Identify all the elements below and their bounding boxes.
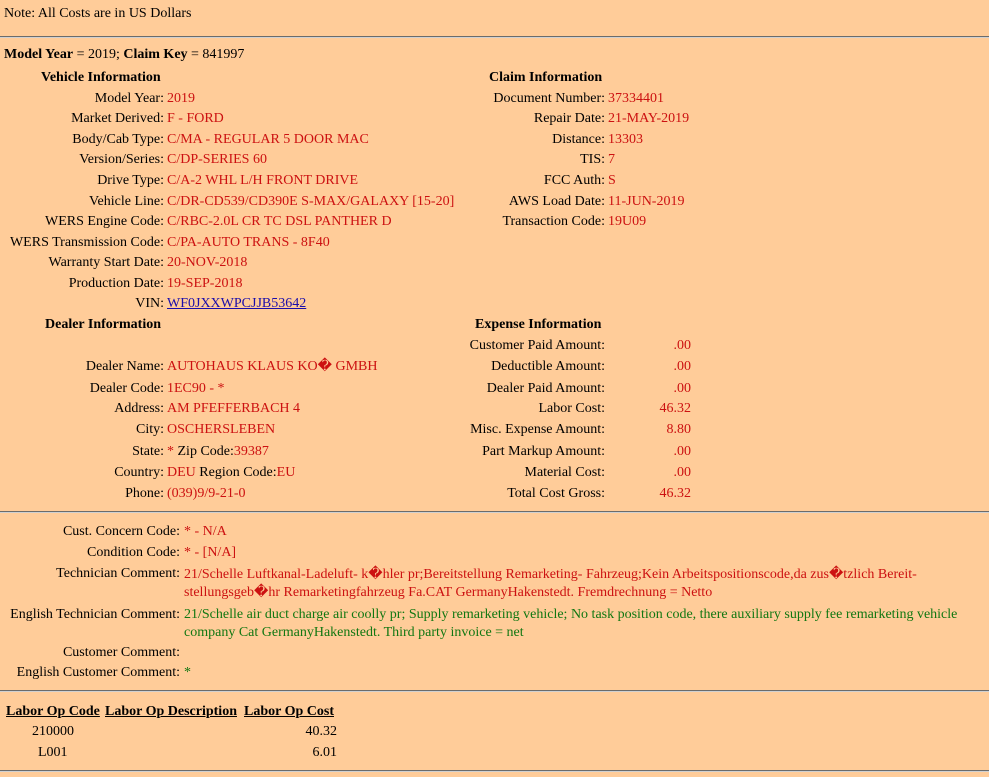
zip-code-label: Zip Code: (174, 444, 234, 459)
technician-comment-label: Technician Comment: (56, 566, 180, 581)
dealer-address-label: Address: (114, 401, 164, 416)
expense-row-label: Dealer Paid Amount: (486, 381, 605, 396)
claim-row-value: 19U09 (608, 214, 647, 229)
dealer-state-zip (167, 443, 269, 461)
dealer-code-value: 1EC90 - * (167, 381, 225, 396)
vehicle-row-value: C/A-2 WHL L/H FRONT DRIVE (167, 173, 359, 188)
english-customer-comment-label: English Customer Comment: (16, 665, 180, 680)
dealer-code-label: Dealer Code: (89, 381, 164, 396)
region-code-value: EU (276, 465, 296, 480)
expense-row-label: Deductible Amount: (491, 359, 605, 374)
claim-info-title: Claim Information (489, 70, 603, 85)
expense-row-label: Misc. Expense Amount: (470, 422, 605, 437)
vehicle-row-label: Warranty Start Date: (48, 255, 164, 270)
vehicle-row-label: Version/Series: (79, 152, 164, 167)
labor-op-cost: 6.01 (312, 745, 337, 760)
vehicle-row-value: C/MA - REGULAR 5 DOOR MAC (167, 132, 369, 147)
vehicle-row-label: WERS Engine Code: (45, 214, 164, 229)
expense-row-label: Customer Paid Amount: (469, 338, 605, 353)
vehicle-row-label: Drive Type: (97, 173, 164, 188)
claim-key-value: = 841997 (187, 47, 245, 62)
claim-row-label: Document Number: (493, 91, 605, 106)
expense-row-label: Material Cost: (524, 465, 605, 480)
expense-row-label: Labor Cost: (538, 401, 605, 416)
column-header: Labor Op Cost (244, 704, 334, 719)
divider (0, 770, 989, 772)
expense-row-value: .00 (673, 359, 691, 374)
cust-concern-value: * - N/A (184, 524, 227, 539)
claim-row-value: 13303 (608, 132, 643, 147)
vehicle-row-label: Model Year: (94, 91, 164, 106)
condition-code-label: Condition Code: (87, 545, 180, 560)
dealer-country-region (167, 464, 295, 482)
cust-concern-label: Cust. Concern Code: (62, 524, 180, 539)
divider (0, 511, 989, 513)
expense-row-value: .00 (673, 381, 691, 396)
claim-header (4, 46, 244, 64)
vehicle-row-label: Body/Cab Type: (72, 132, 164, 147)
dealer-name-label: Dealer Name: (85, 359, 164, 374)
labor-op-cost: 40.32 (305, 724, 337, 739)
expense-row-value: .00 (673, 338, 691, 353)
vehicle-info-title: Vehicle Information (41, 70, 161, 85)
claim-row-label: TIS: (580, 152, 605, 167)
vehicle-row-value: C/DR-CD539/CD390E S-MAX/GALAXY [15-20] (167, 194, 455, 209)
vehicle-row-value: C/PA-AUTO TRANS - 8F40 (167, 235, 330, 250)
dealer-city-label: City: (135, 422, 164, 437)
expense-row-value: 8.80 (666, 422, 691, 437)
english-customer-comment-value: * (184, 665, 191, 680)
divider (0, 36, 989, 38)
dealer-country-label: Country: (114, 465, 164, 480)
claim-row-label: Transaction Code: (502, 214, 605, 229)
model-year-label: Model Year (4, 47, 74, 62)
technician-comment-value: 21/Schelle Luftkanal-Ladeluft- k�hler pr;Bereitstellung Remarketing- Fahrzeug;Kein Arbeitspositionscode,da zus�tzlich Bereit-stellungsgeb�hr Remarketingfahrzeug Fa.CAT GermanyHakenstedt. Fremdrechnung = Netto (184, 567, 917, 600)
vehicle-row-label: WERS Transmission Code: (9, 235, 164, 250)
claim-row-value: 21-MAY-2019 (608, 111, 690, 126)
zip-code-value: 39387 (233, 444, 269, 459)
customer-comment-label: Customer Comment: (62, 645, 180, 660)
labor-op-code: 210000 (32, 724, 74, 739)
expense-row-label: Total Cost Gross: (507, 486, 605, 501)
expense-row-value: .00 (673, 465, 691, 480)
claim-row-label: Distance: (552, 132, 605, 147)
claim-row-label: AWS Load Date: (508, 194, 605, 209)
vehicle-row-value: C/DP-SERIES 60 (167, 152, 267, 167)
column-header: Labor Op Code (6, 704, 100, 719)
vehicle-row-label: VIN: (135, 296, 164, 311)
claim-key-label: Claim Key (123, 47, 188, 62)
vehicle-row-value: 19-SEP-2018 (167, 276, 243, 291)
expense-row-value: .00 (673, 444, 691, 459)
vehicle-row-label: Vehicle Line: (88, 194, 164, 209)
dealer-state-label: State: (132, 444, 164, 459)
dealer-city-value: OSCHERSLEBEN (167, 422, 276, 437)
vehicle-row-label: Production Date: (68, 276, 164, 291)
dealer-address-value: AM PFEFFERBACH 4 (167, 401, 301, 416)
dealer-phone-value: (039)9/9-21-0 (167, 486, 246, 501)
dealer-country-value: DEU (167, 465, 196, 480)
english-technician-comment-value: 21/Schelle air duct charge air coolly pr; Supply remarketing vehicle; No task position code, there auxiliary supply fee remarketing vehicle company Cat GermanyHakenstedt. Third party invoice = net (184, 607, 958, 640)
currency-note: Note: All Costs are in US Dollars (4, 6, 192, 21)
claim-row-value: 7 (608, 152, 615, 167)
dealer-info-title: Dealer Information (45, 317, 161, 332)
claim-row-value: 11-JUN-2019 (608, 194, 685, 209)
dealer-state-value: * (167, 444, 174, 459)
vehicle-row-value: F - FORD (167, 111, 224, 126)
expense-info-title: Expense Information (475, 317, 602, 332)
dealer-phone-label: Phone: (125, 486, 164, 501)
vehicle-row-value: 2019 (167, 91, 195, 106)
condition-code-value: * - [N/A] (184, 545, 237, 560)
vehicle-row-value: 20-NOV-2018 (167, 255, 248, 270)
claim-row-label: FCC Auth: (543, 173, 605, 188)
region-code-label: Region Code: (195, 465, 277, 480)
expense-row-value: 46.32 (659, 401, 691, 416)
claim-row-value: 37334401 (608, 91, 664, 106)
divider (0, 690, 989, 692)
expense-row-value: 46.32 (659, 486, 691, 501)
expense-row-label: Part Markup Amount: (482, 444, 605, 459)
dealer-name-value: AUTOHAUS KLAUS KO� GMBH (167, 359, 378, 374)
vin-link[interactable]: WF0JXXWPCJJB53642 (167, 296, 307, 311)
model-year-value: = 2019; (73, 47, 124, 62)
vehicle-row-value: C/RBC-2.0L CR TC DSL PANTHER D (167, 214, 392, 229)
english-technician-comment-label: English Technician Comment: (10, 607, 180, 622)
labor-op-code: L001 (38, 745, 68, 760)
column-header: Labor Op Description (105, 704, 237, 719)
claim-row-label: Repair Date: (533, 111, 605, 126)
vehicle-row-label: Market Derived: (71, 111, 164, 126)
claim-row-value: S (608, 173, 616, 188)
